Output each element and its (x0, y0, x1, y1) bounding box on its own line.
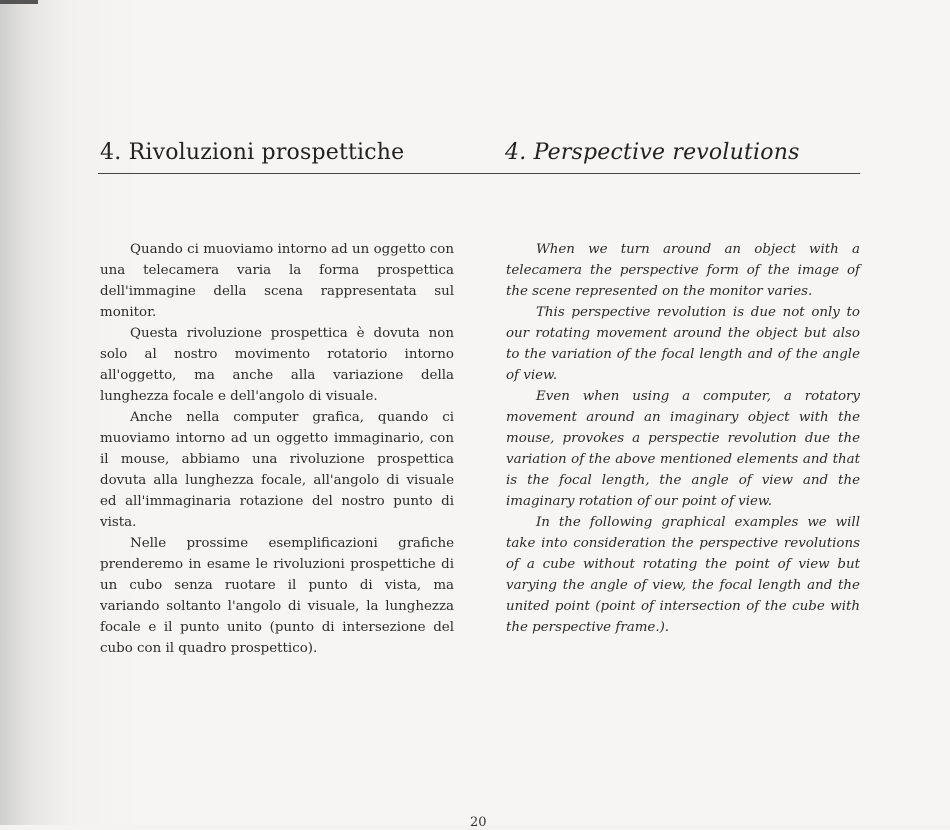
paragraph-it-4: Nelle prossime esemplificazioni grafiche prenderemo in esame le rivoluzioni prospettiche di un cubo senza ruotare il punto di vista, ma variando soltanto l'angolo di visuale, la lunghezza focale e il punto unito (punto di intersezione del cubo con il quadro prospettico). (100, 536, 454, 656)
paragraph-it-2: Questa rivoluzione prospettica è dovuta non solo al nostro movimento rotatorio intorno all'oggetto, ma anche alla variazione della lunghezza focale e dell'angolo di visuale. (100, 326, 454, 404)
paragraph-it-1: Quando ci muoviamo intorno ad un oggetto con una telecamera varia la forma prospettica dell'immagine della scena rappresentata sul monitor. (100, 242, 454, 320)
paragraph-en-2: This perspective revolution is due not only to our rotating movement around the object but also to the variation of the focal length and of the angle of view. (506, 305, 860, 383)
binding-shadow (0, 0, 38, 4)
paragraph-en-1: When we turn around an object with a telecamera the perspective form of the image of the scene represented on the monitor varies. (506, 242, 860, 299)
paragraph-it-3: Anche nella computer grafica, quando ci muoviamo intorno ad un oggetto immaginario, con il mouse, abbiamo una rivoluzione prospettica dovuta alla lunghezza focale, all'angolo di visuale ed all'immaginaria rotazione del nostro punto di vista. (100, 410, 454, 530)
paragraph-en-4: In the following graphical examples we will take into consideration the perspective revolutions of a cube without rotating the point of view but varying the angle of view, the focal length and the united point (point of intersection of the cube with the perspective frame.). (506, 515, 860, 635)
title-rule (98, 173, 860, 174)
paragraph-en-3: Even when using a computer, a rotatory movement around an imaginary object with the mouse, provokes a perspectie revolution due the variation of the above mentioned elements and that is the focal length, the angle of view and the imaginary rotation of our point of view. (506, 389, 860, 509)
english-column (506, 239, 860, 638)
italian-column (100, 239, 454, 659)
section-title-italian: 4. Rivoluzioni prospettiche (100, 140, 405, 165)
page-number: 20 (470, 815, 487, 830)
section-title-english: 4. Perspective revolutions (505, 140, 800, 165)
